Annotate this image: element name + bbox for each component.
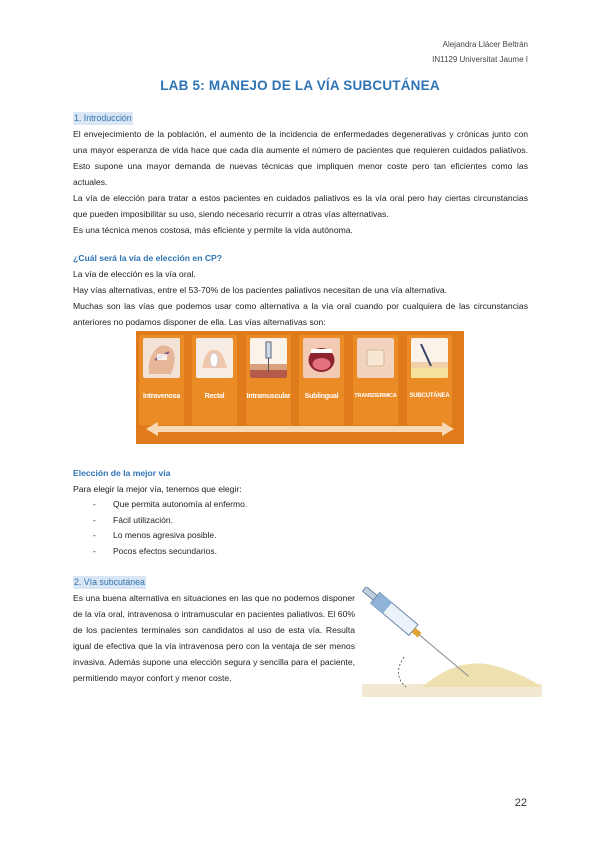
best-heading: Elección de la mejor vía [73,468,171,478]
header-course: IN1129 Universitat Jaume I [432,55,528,64]
transdermal-patch-image [357,338,394,378]
subcutaneous-image [411,338,448,378]
subcutaneous-paragraph: Es una buena alternativa en situaciones en las que no podemos disponer de la vía oral, intravenosa o intramuscular en pacientes paliativos. El 60% de los pacientes terminales son candidatos al uso de esta vía. Resulta igual de efectiva que la vía intravenosa pero con la ventaja de ser menos invasiva. Además supone una elección segura y sencilla para el paciente, permitiendo mayor confort y menor coste. [73,593,355,683]
route-card-rectal [192,335,237,425]
section-choice [73,250,528,330]
list-item: - Pocos efectos secundarios. [93,544,528,560]
section-subcutaneous [73,574,355,686]
choice-paragraph-1: La vía de elección es la vía oral. [73,269,196,279]
alternative-routes-figure [136,331,464,444]
rectal-image [196,338,233,378]
route-label: SUBCUTÁNEA [409,393,450,399]
intro-paragraph-3: Es una técnica menos costosa, más eficiente y permite la vida autónoma. [73,225,353,235]
intravenous-hand-image [143,338,180,378]
section-introduction [73,110,528,238]
intro-paragraph-1: El envejecimiento de la población, el aumento de la incidencia de enfermedades degenerativas y crónicas junto con una mayor esperanza de vida hace que cada día aumente el número de pacientes que requieren cuidados paliativos. Esto supone una mayor demanda de nuevas técnicas que impliquen menor coste pero tan eficientes como las actuales. [73,129,528,187]
best-intro: Para elegir la mejor vía, tenemos que elegir: [73,484,242,494]
intramuscular-image [250,338,287,378]
intro-paragraph-2: La vía de elección para tratar a estos pacientes en cuidados paliativos es la vía oral pero hay ciertas circunstancias que pueden imposibilitar su uso, siendo necesario recurrir a otras vías alternativas. [73,193,528,219]
list-item: - Fácil utilización. [93,513,528,529]
route-label: Intramuscular [246,393,291,400]
section-best-route [73,465,528,559]
route-card-subcutanea [407,335,452,425]
route-card-intravenosa [139,335,184,425]
page-number: 22 [514,797,527,809]
choice-paragraph-2: Hay vías alternativas, entre el 53-70% de los pacientes paliativos necesitan de una vía alternativa. [73,285,448,295]
sublingual-mouth-image [303,338,340,378]
section-heading-introduction: 1. Introducción [74,113,132,123]
route-label: Rectal [204,393,225,400]
route-card-sublingual [299,335,344,425]
route-label: Intravenosa [142,393,181,400]
route-label: Sublingual [304,393,339,400]
section-heading-subcutaneous: 2. Vía subcutánea [74,577,145,587]
choice-heading: ¿Cuál será la vía de elección en CP? [73,253,223,263]
route-label: TRANSDERMICA [354,393,397,399]
subcutaneous-injection-illustration [362,587,542,697]
list-item: - Lo menos agresiva posible. [93,528,528,544]
route-card-transdermica [353,335,398,425]
double-arrow-icon [146,422,454,436]
choice-paragraph-3: Muchas son las vías que podemos usar como alternativa a la vía oral cuando por cualquiera de las circunstancias anteriores no podamos disponer de ella. Las vías alternativas son: [73,301,528,327]
page-title: LAB 5: MANEJO DE LA VÍA SUBCUTÁNEA [160,78,440,93]
criteria-list [73,497,528,559]
route-card-intramuscular [246,335,291,425]
header-author: Alejandra Llácer Beltrán [442,40,528,49]
list-item: - Que permita autonomía al enfermo. [93,497,528,513]
